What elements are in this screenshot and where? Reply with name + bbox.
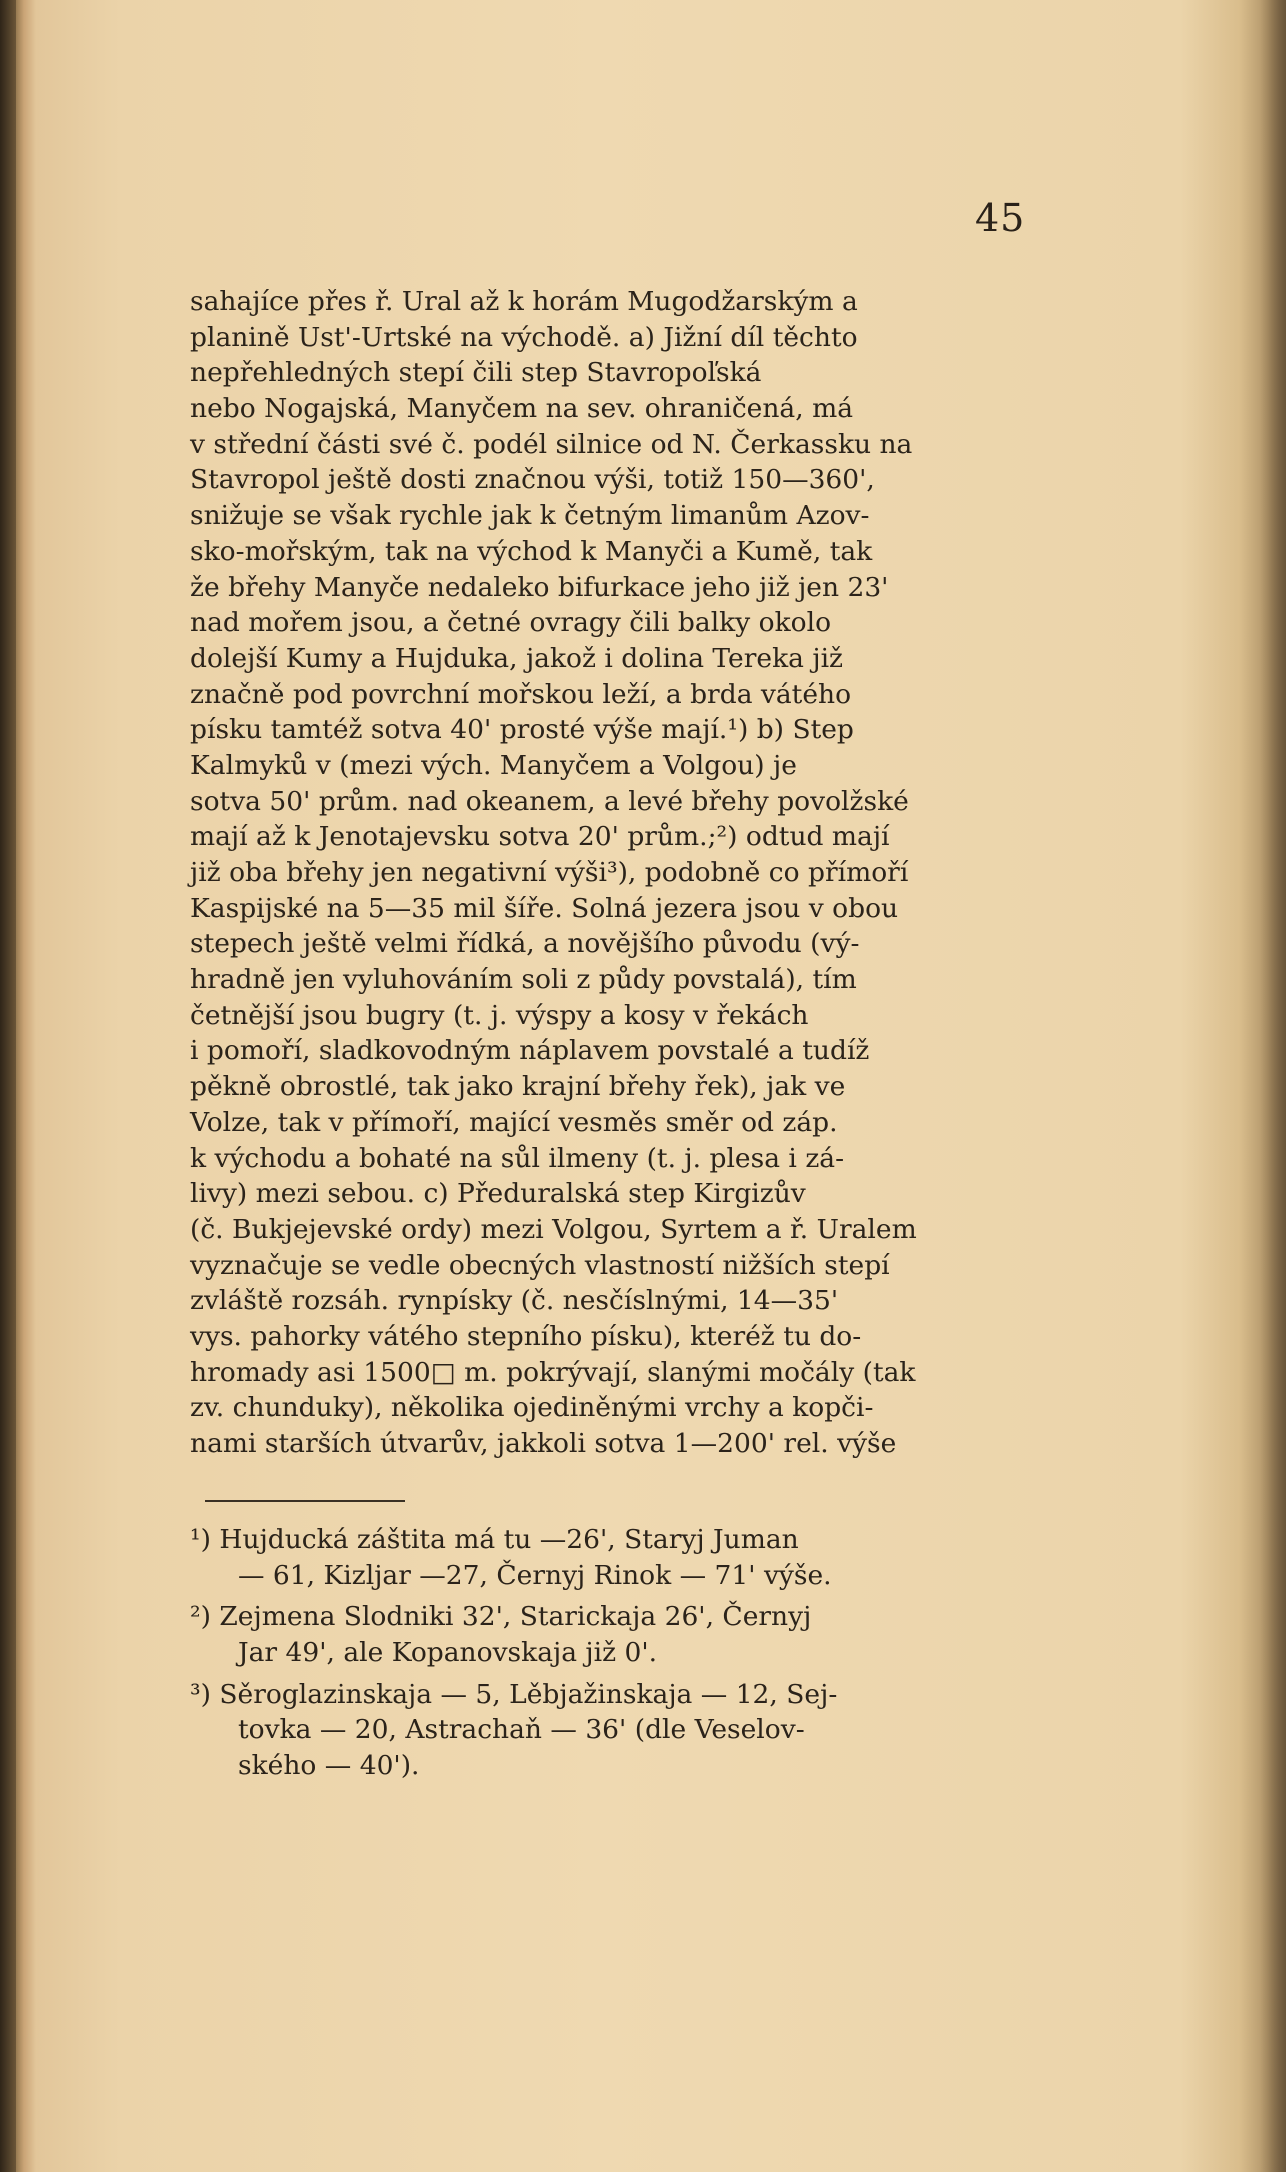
footnote-1	[190, 1522, 1050, 1593]
text-line: dolejší Kumy a Hujduka, jakož i dolina Tereka již	[190, 642, 844, 674]
text-line: nad mořem jsou, a četné ovragy čili balky okolo	[190, 607, 832, 639]
text-line: i pomoří, sladkovodným náplavem povstalé a tudíž	[190, 1035, 870, 1067]
footnote-line: ³) Sěroglazinskaja — 5, Lěbjažinskaja — 12, Sej-	[190, 1678, 838, 1710]
text-line: sotva 50' prům. nad okeanem, a levé břehy povolžské	[190, 785, 909, 817]
text-line: Kaspijské na 5—35 mil šíře. Solná jezera jsou v obou	[190, 892, 899, 924]
footnote-line: Jar 49', ale Kopanovskaja již 0'.	[238, 1637, 658, 1669]
text-line: (č. Bukjejevské ordy) mezi Volgou, Syrtem a ř. Uralem	[190, 1213, 917, 1245]
text-line: značně pod povrchní mořskou leží, a brda vátého	[190, 678, 852, 710]
text-line: hradně jen vyluhováním soli z půdy povstalá), tím	[190, 964, 857, 996]
text-line: vys. pahorky vátého stepního písku), kteréž tu do-	[190, 1320, 862, 1352]
footnote-line: ¹) Hujducká záštita má tu —26', Staryj Juman	[190, 1524, 799, 1555]
text-line: hromady asi 1500□ m. pokrývají, slanými močály (tak	[190, 1356, 916, 1388]
text-line: zvláště rozsáh. rynpísky (č. nesčíslnými, 14—35'	[190, 1285, 839, 1317]
text-line: nami starších útvarův, jakkoli sotva 1—200' rel. výše	[190, 1428, 897, 1459]
text-line: livy) mezi sebou. c) Předuralská step Kirgizův	[190, 1178, 806, 1210]
text-line: sko-mořským, tak na východ k Manyči a Kumě, tak	[190, 535, 873, 567]
text-line: že břehy Manyče nedaleko bifurkace jeho již jen 23'	[190, 571, 889, 603]
footnote-2	[190, 1599, 1050, 1670]
text-line: zv. chunduky), několika ojediněnými vrchy a kopči-	[190, 1392, 874, 1424]
text-line: planině Ust'-Urtské na východě. a) Jižní díl těchto	[190, 321, 858, 353]
text-line: mají až k Jenotajevsku sotva 20' prům.;²) odtud mají	[190, 821, 890, 853]
text-line: nepřehledných stepí čili step Stavropoľská	[190, 357, 762, 389]
text-line: pěkně obrostlé, tak jako krajní břehy řek), jak ve	[190, 1071, 846, 1103]
text-line: nebo Nogajská, Manyčem na sev. ohraničená, má	[190, 393, 854, 425]
text-line: četnější jsou bugry (t. j. výspy a kosy v řekách	[190, 999, 809, 1031]
footnote-line: — 61, Kizljar —27, Černyj Rinok — 71' výše.	[238, 1559, 832, 1591]
text-line: Volze, tak v přímoří, mající vesměs směr od záp.	[190, 1106, 838, 1138]
page-number: 45	[975, 196, 1026, 240]
footnote-line: ského — 40').	[238, 1750, 420, 1782]
footnote-line: ²) Zejmena Slodniki 32', Starickaja 26', Černyj	[190, 1601, 812, 1633]
page-edge-shadow	[1260, 0, 1286, 2172]
text-line: písku tamtéž sotva 40' prosté výše mají.¹) b) Step	[190, 714, 854, 746]
footnote-3	[190, 1677, 1050, 1784]
text-line: k východu a bohaté na sůl ilmeny (t. j. plesa i zá-	[190, 1142, 845, 1174]
text-line: již oba břehy jen negativní výši³), podobně co přímoří	[190, 857, 909, 888]
text-line: snižuje se však rychle jak k četným limanům Azov-	[190, 500, 870, 532]
text-line: Kalmyků v (mezi vých. Manyčem a Volgou) je	[190, 749, 797, 781]
text-line: sahajíce přes ř. Ural až k horám Mugodžarským a	[190, 286, 858, 317]
book-gutter-shadow	[0, 0, 16, 2172]
footnotes	[190, 1522, 1050, 1790]
body-text	[190, 284, 1050, 1462]
text-line: stepech ještě velmi řídká, a novějšího původu (vý-	[190, 928, 860, 960]
text-line: vyznačuje se vedle obecných vlastností nižších stepí	[190, 1249, 890, 1281]
footnote-divider	[205, 1500, 405, 1502]
footnote-line: tovka — 20, Astrachaň — 36' (dle Veselov-	[238, 1714, 805, 1746]
text-line: v střední části své č. podél silnice od N. Čerkassku na	[190, 428, 913, 460]
text-line: Stavropol ještě dosti značnou výši, totiž 150—360',	[190, 464, 875, 496]
